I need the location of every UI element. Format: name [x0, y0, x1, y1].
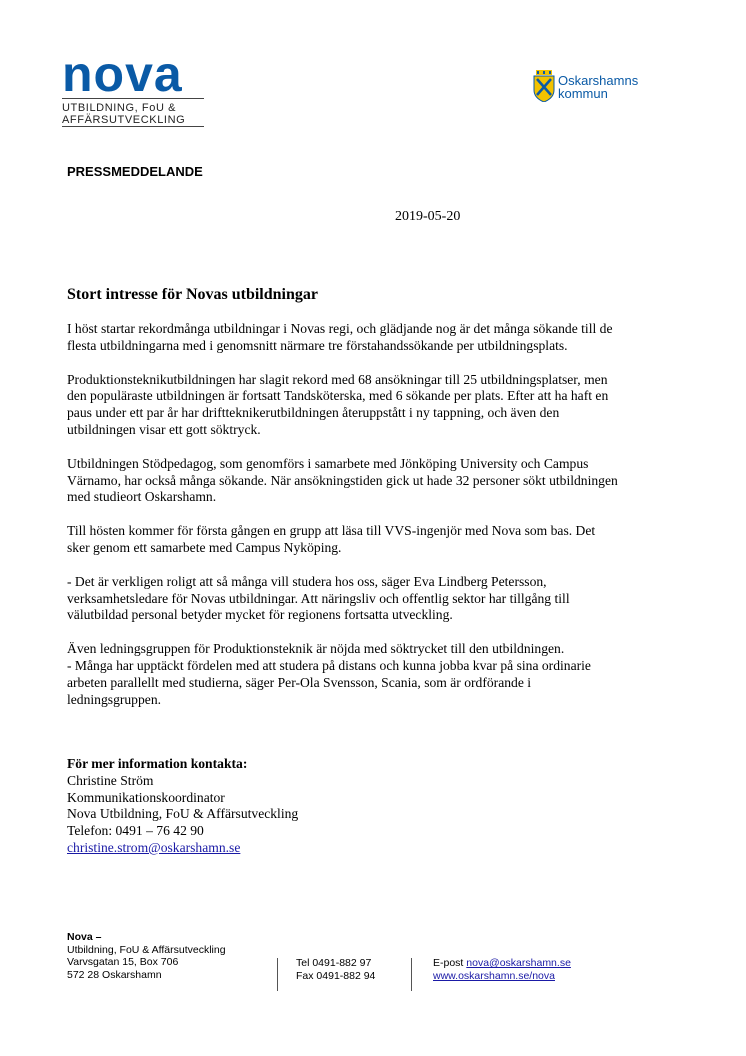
line: paus under ett par år har driftteknikerutbildningen återuppstått i ny tappning, och även den	[67, 405, 560, 421]
line: med studieort Oskarshamn.	[67, 489, 217, 505]
nova-logo	[62, 46, 212, 126]
nova-tagline	[62, 102, 212, 126]
line: Värnamo, har också många sökande. När ansökningstiden gick ut hade 32 personer sökt utbildningen	[67, 472, 618, 488]
footer-address	[67, 931, 226, 981]
line: välutbildad personal betyder mycket för regionens fortsatta utveckling.	[67, 607, 453, 623]
paragraph-4	[67, 523, 682, 557]
line: sker genom ett samarbete med Campus Nyköping.	[67, 539, 342, 555]
contact-block	[67, 756, 298, 857]
release-date: 2019-05-20	[395, 209, 461, 224]
footer-tel: Tel 0491-882 97	[296, 957, 372, 969]
paragraph-1	[67, 321, 682, 355]
line: utbildningen visar ett gott söktryck.	[67, 421, 261, 437]
line: I höst startar rekordmånga utbildningar i Novas regi, och glädjande nog är det många sökande till de	[67, 321, 613, 336]
footer-address-line2: 572 28 Oskarshamn	[67, 968, 162, 981]
contact-org: Nova Utbildning, FoU & Affärsutveckling	[67, 806, 299, 822]
nova-tagline-line1: UTBILDNING, FoU &	[62, 102, 177, 114]
nova-wordmark: nova	[62, 46, 183, 102]
kommun-line2: kommun	[558, 86, 608, 101]
line: Till hösten kommer för första gången en grupp att läsa till VVS-ingenjör med Nova som bas. Det	[67, 523, 596, 539]
contact-heading: För mer information kontakta:	[67, 756, 248, 771]
footer-phone	[296, 957, 375, 982]
line: Utbildningen Stödpedagog, som genomförs i samarbete med Jönköping University och Campus	[67, 455, 589, 471]
footer-email-row	[433, 957, 571, 970]
line: Även ledningsgruppen för Produktionsteknik är nöjda med söktrycket till den utbildningen.	[67, 641, 565, 657]
paragraph-6	[67, 641, 682, 708]
footer-divider	[411, 958, 412, 991]
oskarshamn-kommun-logo	[533, 70, 663, 104]
headline: Stort intresse för Novas utbildningar	[67, 286, 318, 303]
crest-icon	[533, 70, 555, 102]
footer-address-line1: Varvsgatan 15, Box 706	[67, 956, 179, 968]
footer-web-link[interactable]: www.oskarshamn.se/nova	[433, 969, 555, 982]
line: ledningsgruppen.	[67, 691, 162, 707]
contact-title: Kommunikationskoordinator	[67, 789, 225, 805]
line: flesta utbildningarna med i genomsnitt närmare tre förstahandssökande per utbildningsplats.	[67, 337, 568, 353]
footer-web	[433, 957, 571, 982]
paragraph-3	[67, 456, 682, 506]
press-release-label: PRESSMEDDELANDE	[67, 164, 203, 179]
kommun-wordmark	[558, 74, 638, 100]
footer-divider	[277, 958, 278, 991]
logo-top-rule	[62, 98, 204, 99]
paragraph-5	[67, 574, 682, 624]
footer-org: Nova –	[67, 931, 102, 943]
line: verksamhetsledare för Novas utbildningar. Att näringsliv och offentlig sektor har tillgång till	[67, 590, 570, 606]
line: - Många har upptäckt fördelen med att studera på distans och kunna jobba kvar på sina ordinarie	[67, 657, 591, 673]
line: arbeten parallellt med studierna, säger Per-Ola Svensson, Scania, som är ordförande i	[67, 674, 532, 690]
kommun-line1: Oskarshamns	[558, 73, 639, 88]
contact-phone: Telefon: 0491 – 76 42 90	[67, 823, 204, 839]
logo-bottom-rule	[62, 126, 204, 127]
footer-org-sub: Utbildning, FoU & Affärsutveckling	[67, 943, 226, 956]
nova-tagline-line2: AFFÄRSUTVECKLING	[62, 114, 186, 126]
line: - Det är verkligen roligt att så många vill studera hos oss, säger Eva Lindberg Petersson,	[67, 573, 547, 589]
line: Produktionsteknikutbildningen har slagit rekord med 68 ansökningar till 25 utbildningsplatser, men	[67, 371, 608, 387]
line: den populäraste utbildningen är fortsatt Tandsköterska, med 6 sökande per plats. Efter att ha haft en	[67, 388, 609, 404]
paragraph-2	[67, 372, 682, 439]
footer-fax: Fax 0491-882 94	[296, 969, 376, 982]
contact-email-link[interactable]: christine.strom@oskarshamn.se	[67, 839, 241, 855]
footer-email-link[interactable]: nova@oskarshamn.se	[466, 957, 571, 969]
footer-email-label: E-post	[433, 957, 464, 969]
body-text	[67, 321, 682, 725]
contact-name: Christine Ström	[67, 772, 154, 788]
